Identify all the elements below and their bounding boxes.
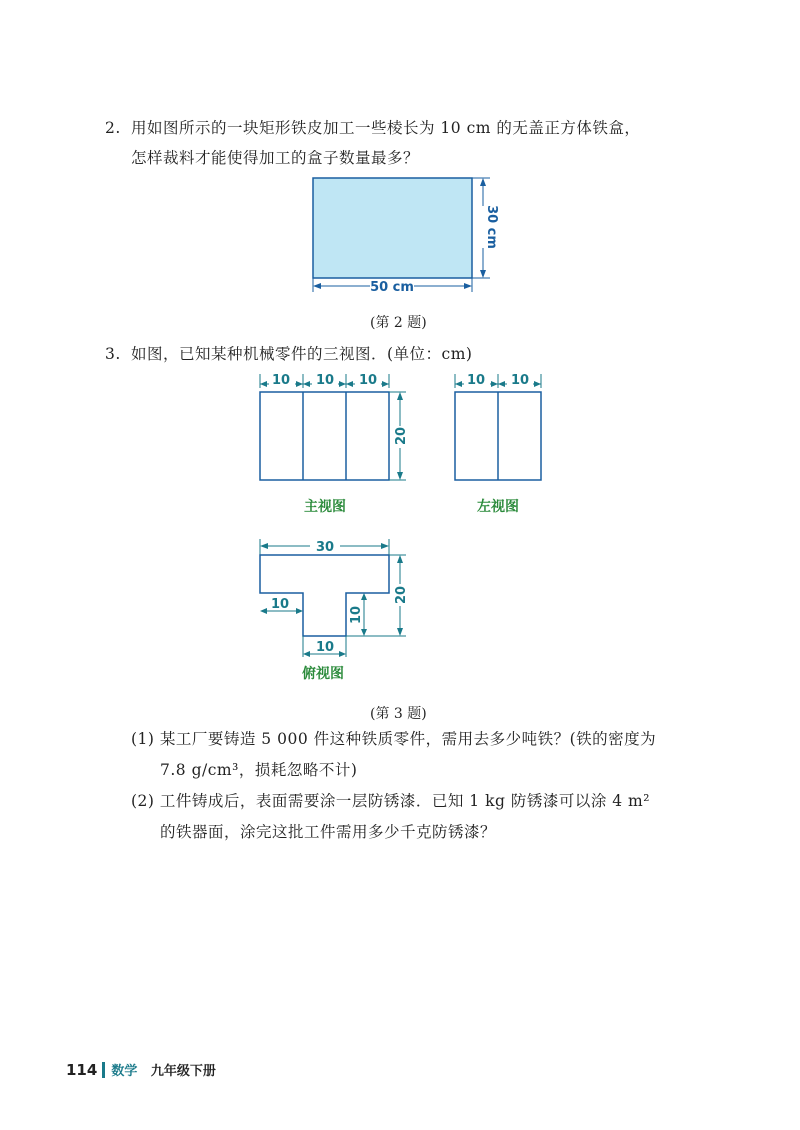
problem-2-number: 2. [105, 119, 121, 137]
question-1-line-1: (1) 某工厂要铸造 5 000 件这种铁质零件，需用去多少吨铁？(铁的密度为 [131, 730, 657, 748]
left-view-figure [445, 370, 565, 520]
top-view-label: 俯视图 [302, 666, 344, 682]
top-height: 20 [394, 585, 409, 605]
front-height: 20 [394, 426, 409, 446]
problem-3-line-1: 如图，已知某种机械零件的三视图．(单位：cm) [131, 345, 473, 363]
width-label: 50 cm [370, 280, 414, 295]
left-view-label: 左视图 [477, 499, 519, 515]
page-footer [66, 1060, 216, 1079]
question-2-line-2: 的铁器面，涂完这批工件需用多少千克防锈漆？ [160, 823, 497, 841]
front-width-1: 10 [271, 373, 291, 388]
top-width: 30 [315, 540, 335, 555]
front-width-2: 10 [315, 373, 335, 388]
problem-3-caption: (第 3 题) [370, 706, 427, 722]
rectangle-sheet-figure [300, 170, 500, 300]
grade: 九年级下册 [150, 1064, 216, 1079]
top-view-figure [250, 535, 420, 685]
footer-divider [102, 1062, 105, 1078]
subject: 数学 [111, 1064, 138, 1079]
question-1-line-2: 7.8 g/cm³，损耗忽略不计) [160, 761, 358, 779]
page-number: 114 [66, 1061, 98, 1079]
problem-2-caption: (第 2 题) [370, 315, 427, 331]
top-left-notch: 10 [270, 597, 290, 612]
height-label: 30 cm [484, 205, 499, 249]
question-2-line-1: (2) 工件铸成后，表面需要涂一层防锈漆．已知 1 kg 防锈漆可以涂 4 m² [131, 792, 650, 810]
front-view-label: 主视图 [304, 499, 346, 515]
iron-sheet-rectangle [313, 178, 472, 278]
problem-2-line-2: 怎样裁料才能使得加工的盒子数量最多？ [131, 149, 420, 167]
front-view-figure [250, 370, 420, 520]
top-bottom: 10 [315, 640, 335, 655]
problem-3-number: 3. [105, 345, 121, 363]
left-width-1: 10 [466, 373, 486, 388]
left-width-2: 10 [510, 373, 530, 388]
front-width-3: 10 [358, 373, 378, 388]
problem-2-line-1: 用如图所示的一块矩形铁皮加工一些棱长为 10 cm 的无盖正方体铁盒， [131, 119, 641, 137]
top-notch-height: 10 [349, 605, 364, 625]
